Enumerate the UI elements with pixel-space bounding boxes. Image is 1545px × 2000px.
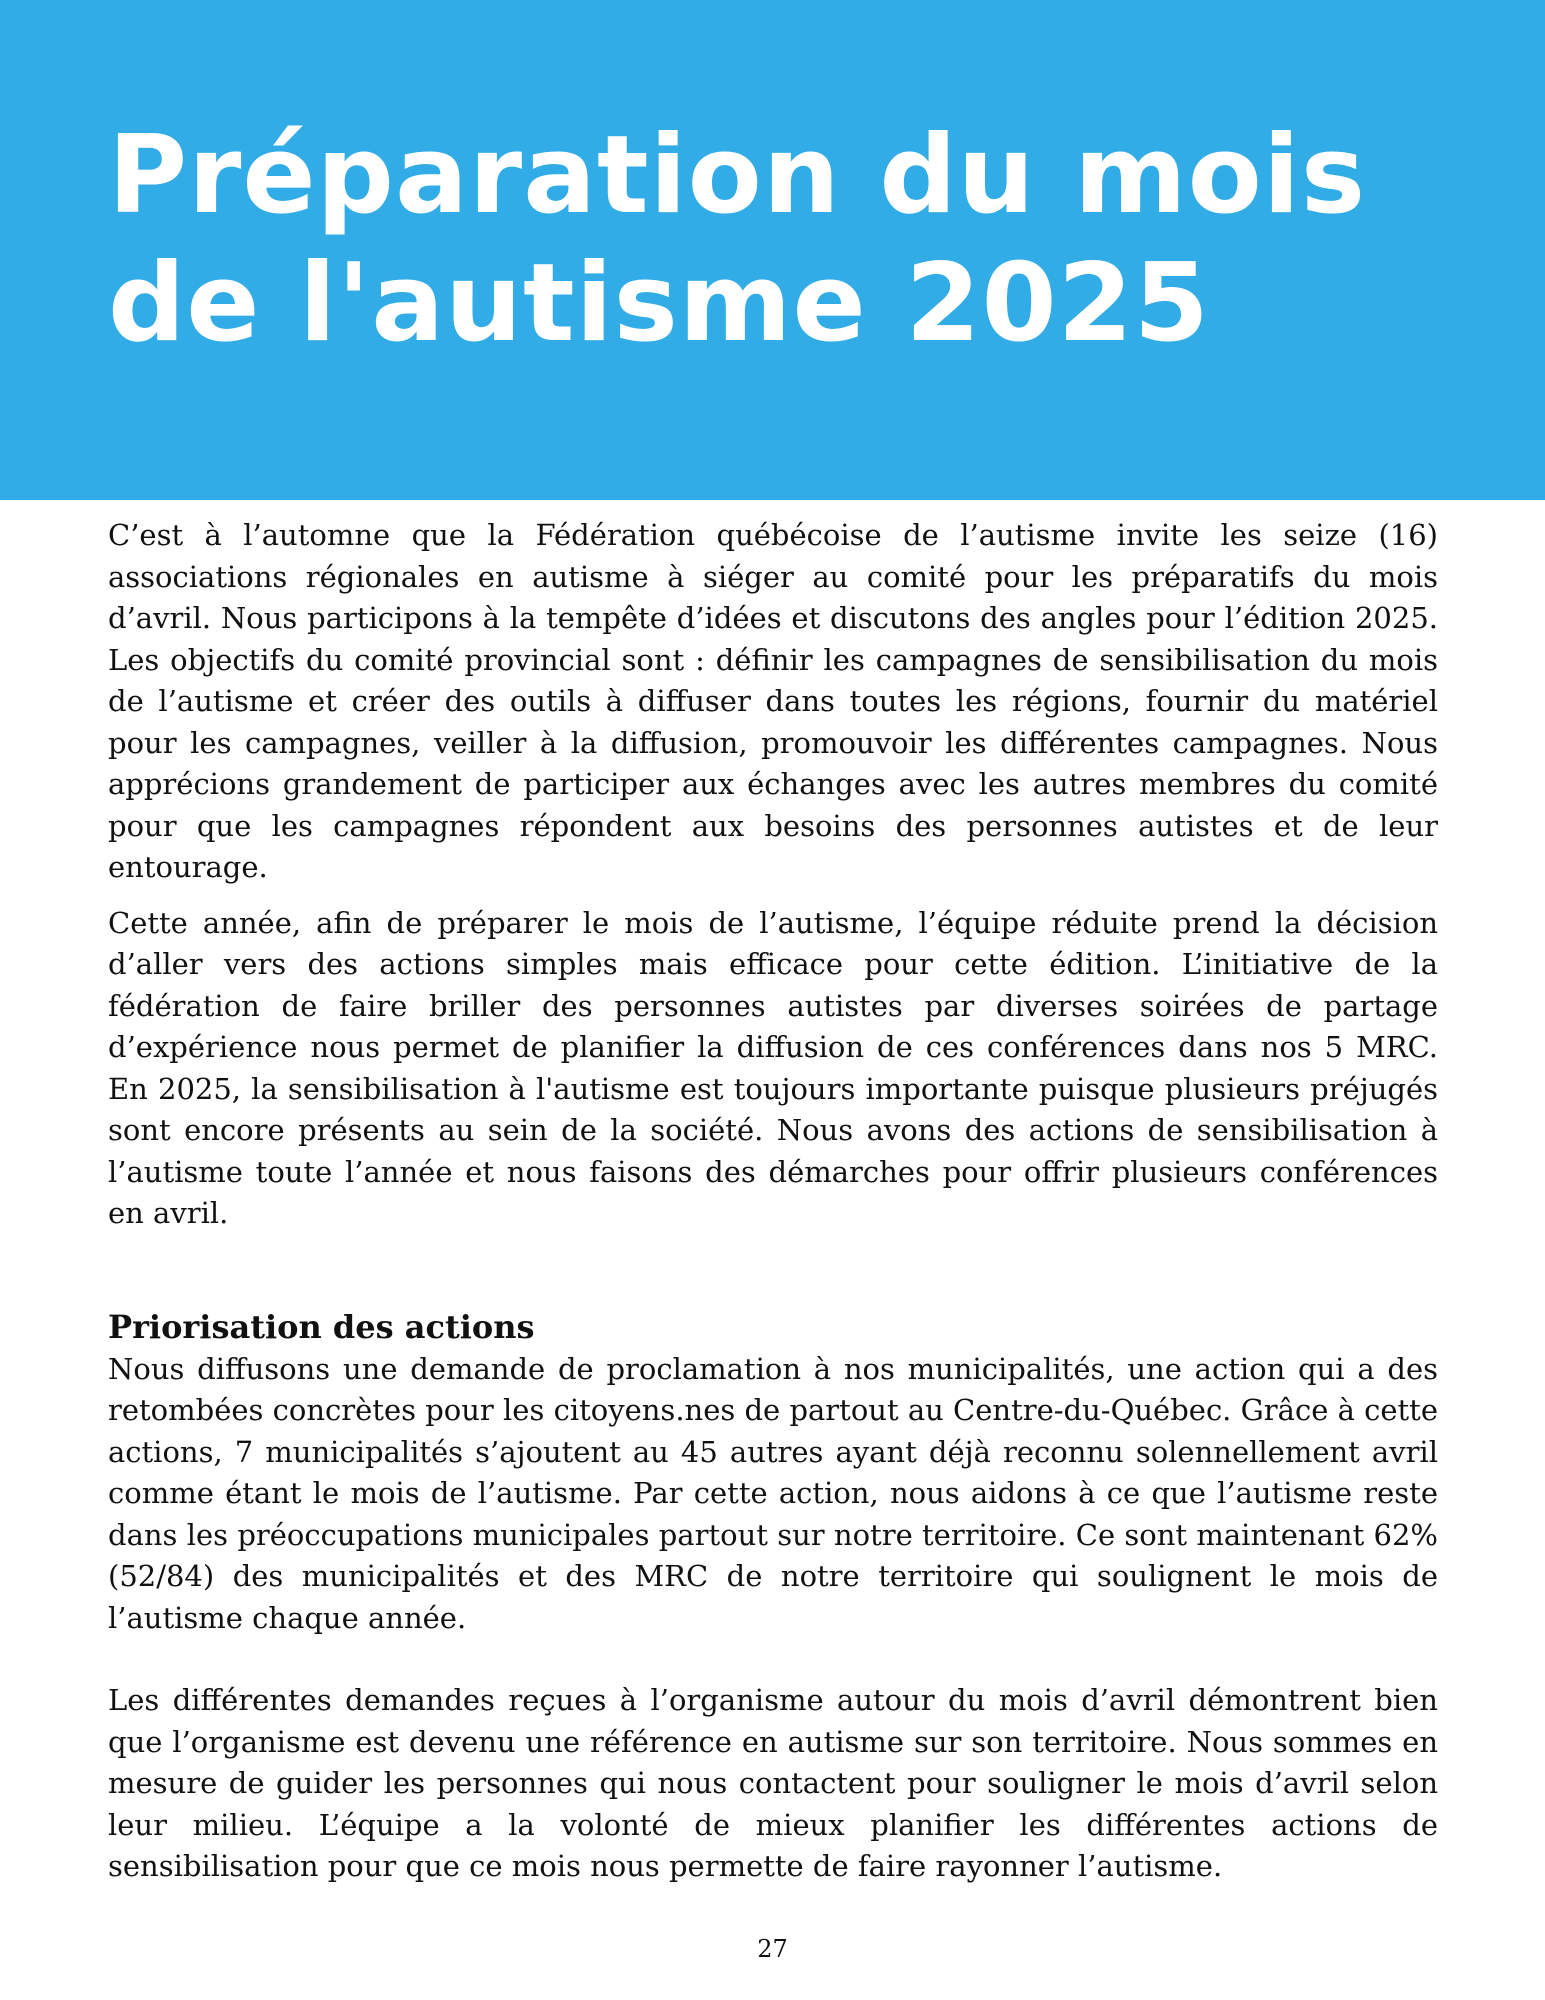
- page-title-line-2: de l'autisme 2025: [108, 241, 1210, 366]
- title-banner: [0, 0, 1545, 500]
- preparation-paragraph: Cette année, afin de préparer le mois de l’autisme, l’équipe réduite prend la décision d’aller vers des actions simples mais efficace pour cette édition. L’initiative de la fédération de faire briller des personnes autistes par diverses soirées de partage d’expérience nous permet de planifier la diffusion de ces conférences dans nos 5 MRC. En 2025, la sensibilisation à l'autisme est toujours importante puisque plusieurs préjugés sont encore présents au sein de la société. Nous avons des actions de sensibilisation à l’autisme toute l’année et nous faisons des démarches pour offrir plusieurs conférences en avril.: [108, 905, 1438, 1230]
- intro-paragraph: C’est à l’automne que la Fédération québécoise de l’autisme invite les seize (16) associations régionales en autisme à siéger au comité pour les préparatifs du mois d’avril. Nous participons à la tempête d’idées et discutons des angles pour l’édition 2025. Les objectifs du comité provincial sont : définir les campagnes de sensibilisation du mois de l’autisme et créer des outils à diffuser dans toutes les régions, fournir du matériel pour les campagnes, veiller à la diffusion, promouvoir les différentes campagnes. Nous apprécions grandement de participer aux échanges avec les autres membres du comité pour que les campagnes répondent aux besoins des personnes autistes et de leur entourage.: [108, 518, 1438, 884]
- page-number: 27: [757, 1935, 788, 1963]
- section-heading-priorisation: Priorisation des actions: [108, 1307, 535, 1346]
- proclamation-paragraph: Nous diffusons une demande de proclamation à nos municipalités, une action qui a des retombées concrètes pour les citoyens.nes de partout au Centre-du-Québec. Grâce à cette actions, 7 municipalités s’ajoutent au 45 autres ayant déjà reconnu solennellement avril comme étant le mois de l’autisme. Par cette action, nous aidons à ce que l’autisme reste dans les préoccupations municipales partout sur notre territoire. Ce sont maintenant 62% (52/84) des municipalités et des MRC de notre territoire qui soulignent le mois de l’autisme chaque année.: [108, 1351, 1438, 1635]
- page-title-line-1: Préparation du mois: [108, 113, 1367, 238]
- document-body: [108, 515, 1438, 1888]
- reference-paragraph: Les différentes demandes reçues à l’organisme autour du mois d’avril démontrent bien que l’organisme est devenu une référence en autisme sur son territoire. Nous sommes en mesure de guider les personnes qui nous contactent pour souligner le mois d’avril selon leur milieu. L’équipe a la volonté de mieux planifier les différentes actions de sensibilisation pour que ce mois nous permette de faire rayonner l’autisme.: [108, 1683, 1438, 1883]
- page-title: [108, 112, 1508, 368]
